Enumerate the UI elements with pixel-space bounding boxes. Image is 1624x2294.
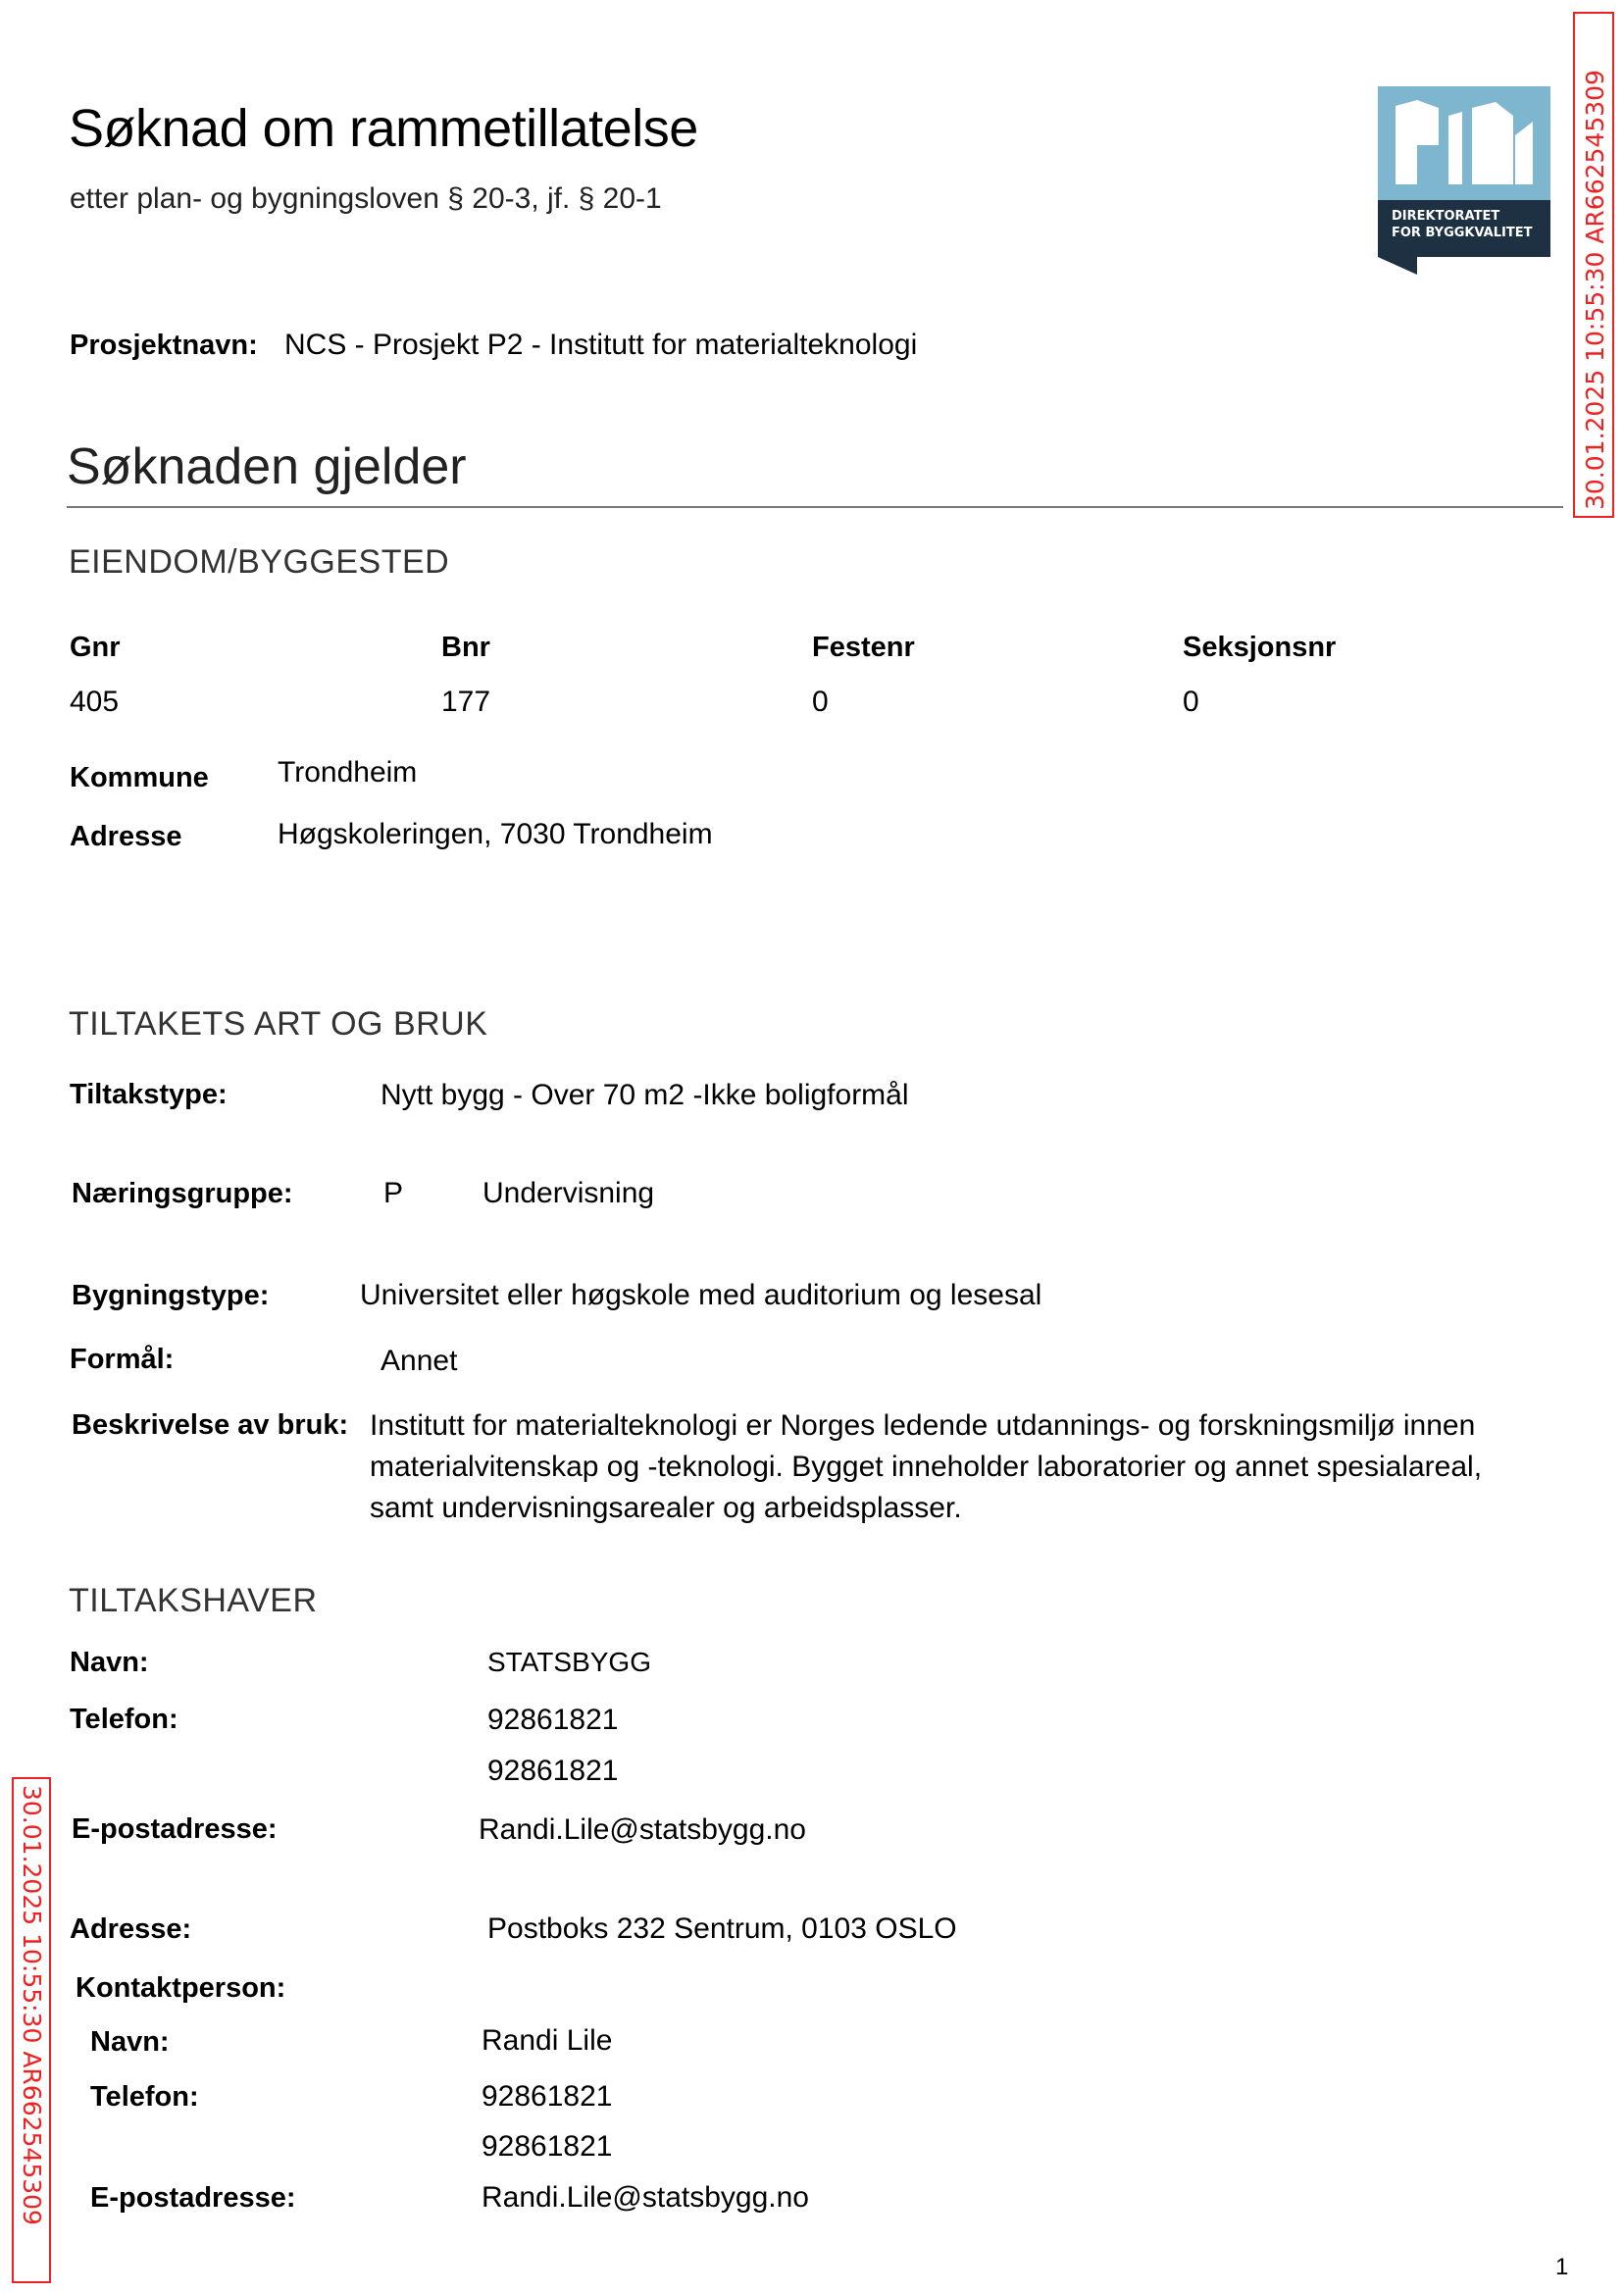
logo-text-line2: FOR BYGGKVALITET bbox=[1392, 226, 1533, 240]
section-heading: Søknaden gjelder bbox=[67, 438, 467, 495]
tiltakstype-value: Nytt bygg - Over 70 m2 -Ikke boligformål bbox=[381, 1079, 909, 1111]
gnr-label: Gnr bbox=[70, 632, 121, 663]
naering-value: Undervisning bbox=[482, 1177, 655, 1209]
beskrivelse-line: Institutt for materialteknologi er Norges ledende utdannings- og forskningsmiljø innen bbox=[370, 1409, 1476, 1442]
eiendom-heading: EIENDOM/BYGGESTED bbox=[69, 543, 450, 581]
adresse-value: Høgskoleringen, 7030 Trondheim bbox=[278, 818, 713, 850]
tiltakshaver-telefon-value: 92861821 bbox=[487, 1755, 619, 1787]
formal-value: Annet bbox=[381, 1345, 458, 1377]
tiltakshaver-telefon-label: Telefon: bbox=[70, 1704, 178, 1735]
kommune-label: Kommune bbox=[70, 762, 209, 793]
dibk-logo bbox=[1378, 86, 1550, 275]
beskrivelse-value bbox=[370, 1405, 1482, 1529]
adresse-label: Adresse bbox=[70, 821, 182, 852]
kontakt-telefon-value: 92861821 bbox=[482, 2130, 613, 2163]
seksjonsnr-label: Seksjonsnr bbox=[1183, 632, 1337, 663]
section-divider bbox=[67, 506, 1563, 508]
kontakt-navn-value: Randi Lile bbox=[482, 2024, 613, 2057]
bnr-value: 177 bbox=[441, 686, 491, 718]
kontakt-telefon-value: 92861821 bbox=[482, 2080, 613, 2113]
project-value: NCS - Prosjekt P2 - Institutt for materialteknologi bbox=[284, 329, 918, 361]
bnr-label: Bnr bbox=[441, 632, 490, 663]
tiltakshaver-adresse-label: Adresse: bbox=[70, 1913, 192, 1945]
project-label: Prosjektnavn: bbox=[70, 330, 258, 361]
bygningstype-value: Universitet eller høgskole med auditorium og lesesal bbox=[360, 1279, 1042, 1311]
festenr-label: Festenr bbox=[812, 632, 915, 663]
seksjonsnr-value: 0 bbox=[1183, 686, 1199, 718]
kontakt-epost-value: Randi.Lile@statsbygg.no bbox=[482, 2181, 809, 2214]
naering-code: P bbox=[383, 1177, 404, 1209]
formal-label: Formål: bbox=[70, 1344, 175, 1375]
bygningstype-label: Bygningstype: bbox=[72, 1280, 270, 1311]
tiltakshaver-adresse-value: Postboks 232 Sentrum, 0103 OSLO bbox=[487, 1912, 957, 1945]
stamp-text-top: 30.01.2025 10:55:30 AR662545309 bbox=[1581, 70, 1609, 510]
page-number: 1 bbox=[1555, 2254, 1569, 2280]
tiltakshaver-telefon-value: 92861821 bbox=[487, 1704, 619, 1736]
stamp-text-bottom: 30.01.2025 10:55:30 AR662545309 bbox=[18, 1785, 46, 2225]
festenr-value: 0 bbox=[812, 686, 829, 718]
tiltakshaver-navn-label: Navn: bbox=[70, 1647, 149, 1678]
tiltak-heading: TILTAKETS ART OG BRUK bbox=[69, 1005, 488, 1043]
document-title: Søknad om rammetillatelse bbox=[69, 99, 698, 158]
kontakt-navn-label: Navn: bbox=[90, 2026, 170, 2058]
beskrivelse-line: materialvitenskap og -teknologi. Bygget inneholder laboratorier og annet spesialareal, bbox=[370, 1451, 1483, 1483]
tiltakshaver-epost-label: E-postadresse: bbox=[72, 1813, 278, 1845]
tiltakshaver-epost-value: Randi.Lile@statsbygg.no bbox=[479, 1813, 806, 1846]
logo-text-line1: DIREKTORATET bbox=[1392, 209, 1500, 224]
gnr-value: 405 bbox=[70, 686, 120, 718]
kontakt-telefon-label: Telefon: bbox=[90, 2081, 199, 2113]
archive-stamp-bottom bbox=[12, 1777, 51, 2283]
tiltakstype-label: Tiltakstype: bbox=[70, 1079, 228, 1110]
tiltakshaver-heading: TILTAKSHAVER bbox=[69, 1582, 318, 1619]
beskrivelse-line: samt undervisningsarealer og arbeidsplasser. bbox=[370, 1492, 962, 1524]
document-subtitle: etter plan- og bygningsloven § 20-3, jf. § 20-1 bbox=[70, 182, 662, 215]
naering-label: Næringsgruppe: bbox=[72, 1178, 293, 1209]
kontaktperson-label: Kontaktperson: bbox=[76, 1972, 286, 2004]
archive-stamp-top bbox=[1573, 12, 1614, 518]
kommune-value: Trondheim bbox=[278, 756, 418, 789]
kontakt-epost-label: E-postadresse: bbox=[90, 2182, 296, 2214]
tiltakshaver-navn-value: STATSBYGG bbox=[487, 1647, 651, 1677]
beskrivelse-label: Beskrivelse av bruk: bbox=[72, 1409, 349, 1441]
